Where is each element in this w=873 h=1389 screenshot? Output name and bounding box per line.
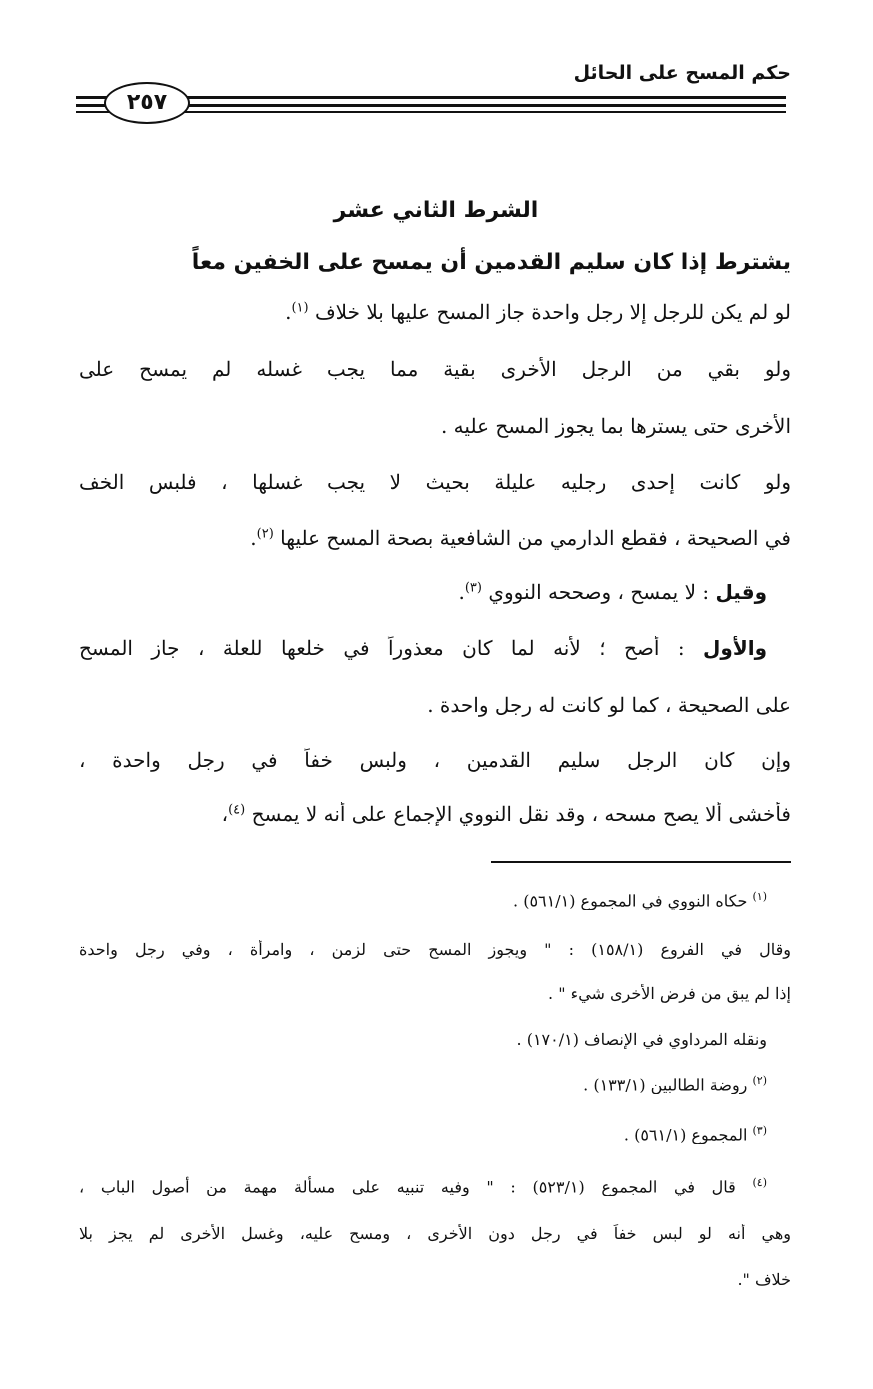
section-title: الشرط الثاني عشر (333, 198, 539, 223)
footnote-ref-3[interactable]: (٣) (464, 580, 482, 596)
running-title: حكم المسح على الحائل (573, 62, 791, 84)
footnote-1-line-2: وقال في الفروع (١٥٨/١) : " ويجوز المسح حتى لزمن ، وامرأة ، وفي رجل واحدة (79, 940, 791, 959)
footnote-4: $^{(٤)}$ قال في المجموع (٥٢٣/١) : " وفيه تنبيه على مسألة مهمة من أصول الباب ، (79, 1176, 767, 1197)
body-line-9: وإن كان الرجل سليم القدمين ، ولبس خفاً في رجل واحدة ، (79, 748, 791, 772)
footnote-ref-2[interactable]: (٢) (256, 526, 274, 542)
footnote-3: $^{(٣)}$ المجموع (٥٦١/١) . (623, 1124, 767, 1145)
footnote-ref-1[interactable]: (١) (291, 300, 309, 316)
body-line-3: الأخرى حتى يسترها بما يجوز المسح عليه . (440, 414, 791, 438)
section-subtitle: يشترط إذا كان سليم القدمين أن يمسح على الخفين معاً (191, 250, 791, 275)
footnote-1-line-3: إذا لم يبق من فرض الأخرى شيء " . (548, 984, 791, 1003)
page-number: ٢٥٧ (104, 82, 190, 124)
body-line-2: ولو بقي من الرجل الأخرى بقية مما يجب غسله لم يمسح على (79, 357, 791, 381)
body-line-4: ولو كانت إحدى رجليه عليلة بحيث لا يجب غسلها ، فلبس الخف (79, 470, 791, 494)
body-line-6: وقيل : لا يمسح ، وصححه النووي $^{(٣)}$. (458, 580, 767, 604)
footnote-4-line-2: وهي أنه لو لبس خفاً في رجل دون الأخرى ، ومسح عليه، وغسل الأخرى لم يجز بلا (79, 1224, 791, 1243)
footnote-1: $^{(١)}$ حكاه النووي في المجموع (٥٦١/١) . (513, 890, 767, 911)
footnote-4-line-3: خلاف ". (737, 1270, 791, 1289)
footnote-1-line-4: ونقله المرداوي في الإنصاف (١٧٠/١) . (516, 1030, 767, 1049)
lead-word-qila: وقيل (715, 580, 767, 604)
body-line-8: على الصحيحة ، كما لو كانت له رجل واحدة . (427, 693, 791, 717)
body-line-10: فأخشى ألا يصح مسحه ، وقد نقل النووي الإجماع على أنه لا يمسح $^{(٤)}$، (221, 802, 791, 826)
lead-word-awwal: والأول (703, 636, 767, 660)
footnote-separator (491, 861, 791, 863)
body-line-1: لو لم يكن للرجل إلا رجل واحدة جاز المسح عليها بلا خلاف $^{(١)}$. (285, 300, 791, 324)
body-line-7: والأول : أصح ؛ لأنه لما كان معذوراً في خلعها للعلة ، جاز المسح (79, 636, 767, 660)
body-line-5: في الصحيحة ، فقطع الدارمي من الشافعية بصحة المسح عليها $^{(٢)}$. (250, 526, 791, 550)
footnote-2: $^{(٢)}$ روضة الطالبين (١٣٣/١) . (583, 1074, 767, 1095)
footnote-ref-4[interactable]: (٤) (228, 802, 246, 818)
